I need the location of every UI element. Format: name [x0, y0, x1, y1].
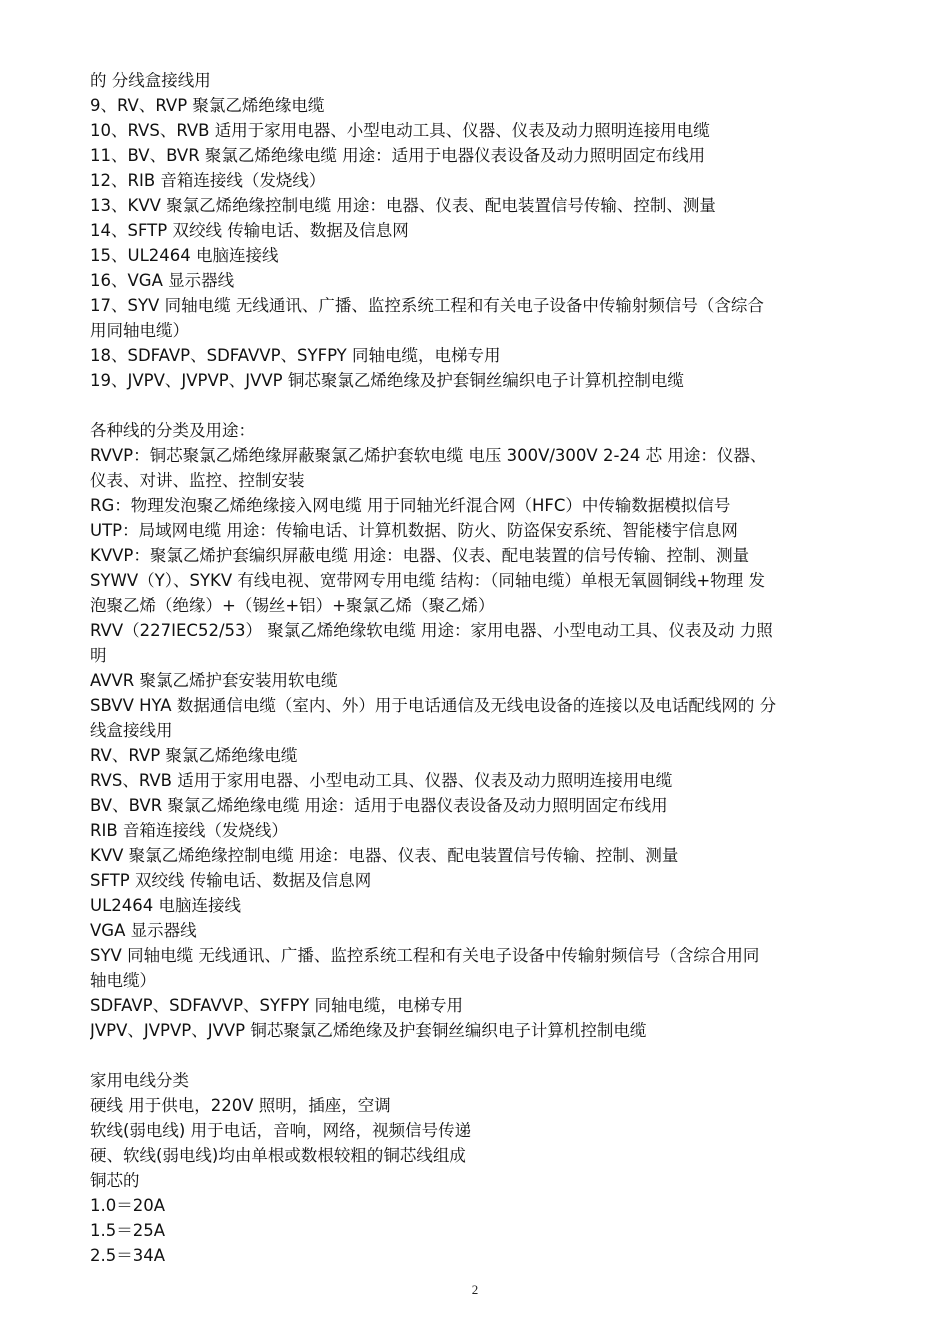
- text-line: 11、BV、BVR 聚氯乙烯绝缘电缆 用途：适用于电器仪表设备及动力照明固定布线用: [90, 146, 706, 165]
- text-line: 软线(弱电线) 用于电话，音响，网络，视频信号传递: [90, 1121, 472, 1140]
- document-body: [90, 68, 890, 1268]
- text-line: RV、RVP 聚氯乙烯绝缘电缆: [90, 746, 298, 765]
- text-line: 轴电缆）: [90, 971, 156, 990]
- text-line: 14、SFTP 双绞线 传输电话、数据及信息网: [90, 221, 409, 240]
- text-line: 硬、软线(弱电线)均由单根或数根较粗的铜芯线组成: [90, 1146, 466, 1165]
- text-line: VGA 显示器线: [90, 921, 197, 940]
- text-line: 16、VGA 显示器线: [90, 271, 235, 290]
- text-line: 9、RV、RVP 聚氯乙烯绝缘电缆: [90, 96, 325, 115]
- paragraph-gap: [90, 1043, 890, 1068]
- text-line: RIB 音箱连接线（发烧线）: [90, 821, 288, 840]
- text-line: 13、KVV 聚氯乙烯绝缘控制电缆 用途：电器、仪表、配电装置信号传输、控制、测量: [90, 196, 716, 215]
- text-line: UTP：局域网电缆 用途：传输电话、计算机数据、防火、防盗保安系统、智能楼宇信息网: [90, 521, 738, 540]
- text-line: 19、JVPV、JVPVP、JVVP 铜芯聚氯乙烯绝缘及护套铜丝编织电子计算机控制电缆: [90, 371, 684, 390]
- text-line: SFTP 双绞线 传输电话、数据及信息网: [90, 871, 372, 890]
- page-number: 2: [471, 1282, 479, 1297]
- text-line: 明: [90, 646, 107, 665]
- text-line: RVS、RVB 适用于家用电器、小型电动工具、仪器、仪表及动力照明连接用电缆: [90, 771, 673, 790]
- text-line: RG：物理发泡聚乙烯绝缘接入网电缆 用于同轴光纤混合网（HFC）中传输数据模拟信号: [90, 496, 731, 515]
- text-line: JVPV、JVPVP、JVVP 铜芯聚氯乙烯绝缘及护套铜丝编织电子计算机控制电缆: [90, 1021, 647, 1040]
- section-household-wires: [90, 1068, 890, 1268]
- section-heading: 各种线的分类及用途：: [90, 421, 255, 440]
- text-line: RVVP：铜芯聚氯乙烯绝缘屏蔽聚氯乙烯护套软电缆 电压 300V/300V 2-24 芯 用途：仪器、: [90, 446, 767, 465]
- text-line: 18、SDFAVP、SDFAVVP、SYFPY 同轴电缆，电梯专用: [90, 346, 501, 365]
- text-line: 线盒接线用: [90, 721, 173, 740]
- text-line: 的 分线盒接线用: [90, 71, 211, 90]
- text-line: RVV（227IEC52/53） 聚氯乙烯绝缘软电缆 用途：家用电器、小型电动工具、仪表及动 力照: [90, 621, 773, 640]
- text-line: 2.5＝34A: [90, 1246, 166, 1265]
- paragraph-gap: [90, 393, 890, 418]
- text-line: 铜芯的: [90, 1171, 140, 1190]
- text-line: KVVP：聚氯乙烯护套编织屏蔽电缆 用途：电器、仪表、配电装置的信号传输、控制、测量: [90, 546, 750, 565]
- text-line: 仪表、对讲、监控、控制安装: [90, 471, 305, 490]
- text-line: 泡聚乙烯（绝缘）+（锡丝+铝）+聚氯乙烯（聚乙烯）: [90, 596, 495, 615]
- text-line: SYV 同轴电缆 无线通讯、广播、监控系统工程和有关电子设备中传输射频信号（含综合用同: [90, 946, 760, 965]
- text-line: SDFAVP、SDFAVVP、SYFPY 同轴电缆，电梯专用: [90, 996, 463, 1015]
- text-line: AVVR 聚氯乙烯护套安装用软电缆: [90, 671, 338, 690]
- text-line: 1.5＝25A: [90, 1221, 166, 1240]
- text-line: 硬线 用于供电，220V 照明，插座，空调: [90, 1096, 391, 1115]
- text-line: 10、RVS、RVB 适用于家用电器、小型电动工具、仪器、仪表及动力照明连接用电缆: [90, 121, 710, 140]
- text-line: SYWV（Y）、SYKV 有线电视、宽带网专用电缆 结构：（同轴电缆）单根无氧圆铜线+物理 发: [90, 571, 765, 590]
- section-wire-types: [90, 418, 890, 1043]
- text-line: 用同轴电缆）: [90, 321, 189, 340]
- section-heading: 家用电线分类: [90, 1071, 189, 1090]
- text-line: BV、BVR 聚氯乙烯绝缘电缆 用途：适用于电器仪表设备及动力照明固定布线用: [90, 796, 668, 815]
- text-line: 15、UL2464 电脑连接线: [90, 246, 279, 265]
- text-line: 17、SYV 同轴电缆 无线通讯、广播、监控系统工程和有关电子设备中传输射频信号（含综合: [90, 296, 764, 315]
- text-line: 1.0＝20A: [90, 1196, 166, 1215]
- section-cable-list: [90, 68, 890, 393]
- text-line: 12、RIB 音箱连接线（发烧线）: [90, 171, 326, 190]
- text-line: UL2464 电脑连接线: [90, 896, 242, 915]
- text-line: KVV 聚氯乙烯绝缘控制电缆 用途：电器、仪表、配电装置信号传输、控制、测量: [90, 846, 679, 865]
- text-line: SBVV HYA 数据通信电缆（室内、外）用于电话通信及无线电设备的连接以及电话配线网的 分: [90, 696, 777, 715]
